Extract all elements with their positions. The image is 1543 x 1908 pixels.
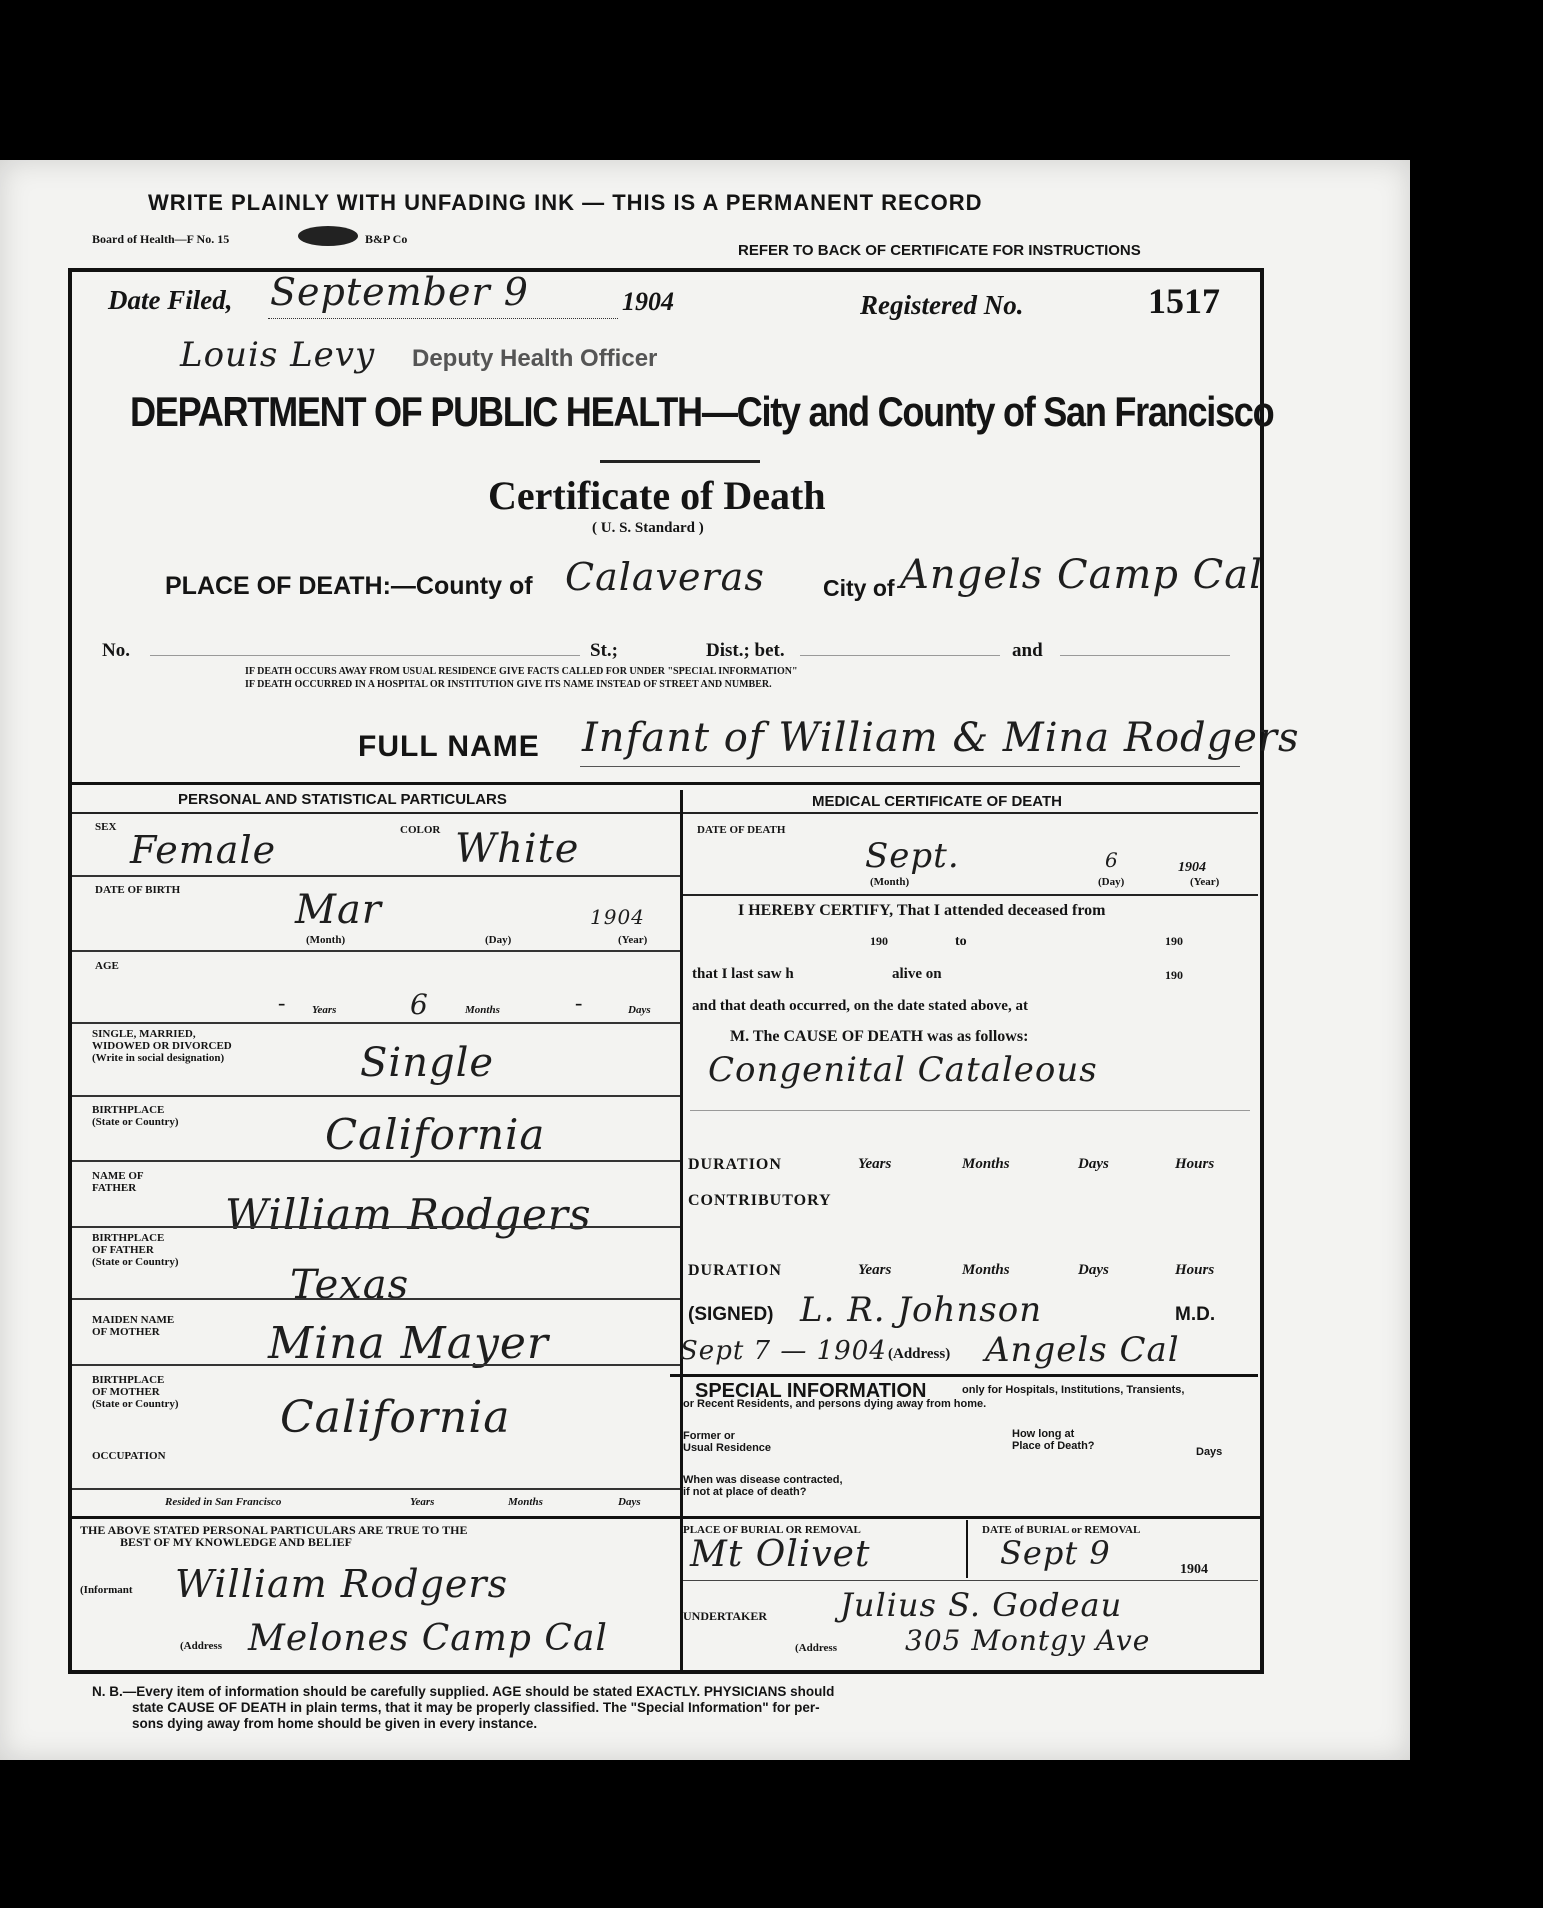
age-days-label: Days [628,1004,651,1016]
place-of-death-label: PLACE OF DEATH:—County of [165,572,533,600]
age-months-label: Months [465,1004,500,1016]
attended-to-label: to [955,934,967,949]
birthplace-label-2: (State or Country) [92,1116,179,1128]
medical-heading: MEDICAL CERTIFICATE OF DEATH [812,793,1062,810]
duration-label: DURATION [688,1156,782,1173]
attended-from-year: 190 [870,934,888,948]
age-months: 6 [410,988,429,1021]
birthplace-value: California [325,1110,546,1159]
death-month: Sept. [865,836,960,876]
dob-month: Mar [295,887,382,933]
informant-statement-1: THE ABOVE STATED PERSONAL PARTICULARS ARE TRUE TO THE [80,1523,468,1537]
mother-bp-label-1: BIRTHPLACE [92,1374,165,1386]
street-no-label: No. [102,640,130,661]
city-value: Angels Camp Cal [900,552,1263,598]
duration-label-2: DURATION [688,1262,782,1279]
burial-year: 1904 [1180,1562,1208,1577]
footer-note [92,1684,834,1732]
refer-instructions: REFER TO BACK OF CERTIFICATE FOR INSTRUCTIONS [738,242,1141,259]
mother-label-1: MAIDEN NAME [92,1314,175,1326]
alive-on-label: alive on [892,966,942,982]
contracted-label-1: When was disease contracted, [683,1474,843,1486]
marital-label-2: WIDOWED OR DIVORCED [92,1040,232,1052]
city-label: City of [823,575,895,601]
father-value: William Rodgers [225,1190,592,1239]
residence-note: IF DEATH OCCURS AWAY FROM USUAL RESIDENCE GIVE FACTS CALLED FOR UNDER "SPECIAL INFORMATION" [245,666,798,677]
father-bp-label-1: BIRTHPLACE [92,1232,165,1244]
signed-label: (SIGNED) [688,1304,774,1325]
physician-signature: L. R. Johnson [800,1290,1043,1330]
age-days: - [575,990,583,1015]
dob-day-label: (Day) [485,934,512,946]
dob-month-label: (Month) [306,934,346,946]
sex-value: Female [130,828,277,872]
former-residence-label-1: Former or [683,1430,735,1442]
footer-line-1: N. B.—Every item of information should be carefully supplied. AGE should be stated EXACTLY. PHYSICIANS should [92,1684,835,1699]
age-years-label: Years [312,1004,337,1016]
physician-address-label: (Address) [888,1346,951,1362]
death-month-label: (Month) [870,876,910,888]
printer-logo [298,226,358,246]
death-year: 1904 [1178,860,1206,875]
marital-value: Single [360,1040,495,1086]
age-label: AGE [95,960,119,972]
sex-label: SEX [95,821,117,833]
md-label: M.D. [1175,1304,1216,1325]
undertaker-name: Julius S. Godeau [840,1586,1123,1624]
duration-years: Years [858,1156,892,1172]
marital-label-3: (Write in social designation) [92,1052,225,1064]
duration-years-2: Years [858,1262,892,1278]
undertaker-address-label: (Address [795,1642,837,1654]
burial-place: Mt Olivet [690,1534,871,1575]
marital-label-1: SINGLE, MARRIED, [92,1028,196,1040]
dob-year-label: (Year) [618,934,648,946]
mother-bp-label-3: (State or Country) [92,1398,179,1410]
date-filed-value: September 9 [270,270,529,314]
occupation-label: OCCUPATION [92,1450,166,1462]
duration-days: Days [1078,1156,1109,1172]
dob-label: DATE OF BIRTH [95,884,181,896]
board-form: Board of Health—F No. 15 [92,232,230,246]
mother-value: Mina Mayer [268,1318,549,1369]
resided-months: Months [508,1496,543,1508]
burial-date-label: DATE of BURIAL or REMOVAL [982,1524,1141,1536]
resided-days: Days [618,1496,641,1508]
informant-statement-2: BEST OF MY KNOWLEDGE AND BELIEF [120,1535,352,1549]
color-value: White [455,826,580,872]
death-day-label: (Day) [1098,876,1125,888]
death-day: 6 [1105,848,1119,872]
certify-text: I HEREBY CERTIFY, That I attended deceased from [738,902,1106,919]
banner-text: WRITE PLAINLY WITH UNFADING INK — THIS IS A PERMANENT RECORD [148,190,983,215]
county-value: Calaveras [565,555,765,599]
duration-hours-2: Hours [1175,1262,1215,1278]
standard-label: ( U. S. Standard ) [592,520,704,536]
undertaker-address: 305 Montgy Ave [905,1624,1151,1657]
undertaker-label: UNDERTAKER [683,1609,768,1623]
special-note-2: or Recent Residents, and persons dying away from home. [683,1398,987,1410]
age-years: - [278,990,286,1015]
birthplace-label-1: BIRTHPLACE [92,1104,165,1116]
printer-name: B&P Co [365,232,408,246]
footer-line-3: sons dying away from home should be given in every instance. [132,1716,538,1731]
death-year-label: (Year) [1190,876,1220,888]
informant-name: William Rodgers [175,1562,509,1606]
footer-line-2: state CAUSE OF DEATH in plain terms, that it may be properly classified. The "Special Information" for per- [132,1700,820,1715]
registered-number: 1517 [1148,281,1220,321]
duration-months: Months [962,1156,1010,1172]
filed-year: 1904 [622,287,674,316]
mother-label-2: OF MOTHER [92,1326,160,1338]
mother-bp-label-2: OF MOTHER [92,1386,160,1398]
burial-date: Sept 9 [1000,1534,1111,1572]
resided-years: Years [410,1496,435,1508]
death-occurred-label: and that death occurred, on the date stated above, at [692,998,1028,1014]
duration-hours: Hours [1175,1156,1215,1172]
former-residence-label-2: Usual Residence [683,1442,772,1454]
mother-bp-value: California [280,1392,511,1443]
registered-label: Registered No. [860,290,1024,320]
officer-signature: Louis Levy [180,335,376,375]
certificate-title: Certificate of Death [488,473,826,518]
cause-label: M. The CAUSE OF DEATH was as follows: [730,1028,1029,1045]
attended-to-year: 190 [1165,934,1183,948]
father-label-1: NAME OF [92,1170,144,1182]
special-note-1: only for Hospitals, Institutions, Transients, [962,1384,1185,1396]
father-bp-value: Texas [290,1262,410,1308]
duration-months-2: Months [962,1262,1010,1278]
how-long-label-2: Place of Death? [1012,1440,1095,1452]
resided-label: Resided in San Francisco [165,1496,282,1508]
cause-value: Congenital Cataleous [708,1050,1098,1090]
full-name-label: FULL NAME [358,730,540,763]
department-title: DEPARTMENT OF PUBLIC HEALTH—City and County of San Francisco [130,388,1274,435]
duration-days-2: Days [1078,1262,1109,1278]
last-saw-label: that I last saw h [692,966,794,982]
dob-year: 1904 [590,905,645,929]
hospital-note: IF DEATH OCCURRED IN A HOSPITAL OR INSTITUTION GIVE ITS NAME INSTEAD OF STREET AND NUMBER. [245,679,772,690]
father-bp-label-2: OF FATHER [92,1244,154,1256]
and-label: and [1012,640,1043,661]
date-filed-label: Date Filed, [108,285,233,315]
sign-date: Sept 7 — 1904 [680,1336,887,1366]
how-long-label-1: How long at [1012,1428,1075,1440]
informant-label: (Informant [80,1584,133,1596]
how-long-days: Days [1196,1446,1223,1458]
contributory-label: CONTRIBUTORY [688,1192,832,1209]
contracted-label-2: if not at place of death? [683,1486,807,1498]
district-label: Dist.; bet. [706,640,785,661]
physician-address: Angels Cal [985,1330,1180,1370]
burial-place-label: PLACE OF BURIAL OR REMOVAL [683,1524,861,1536]
street-label: St.; [590,640,618,661]
father-bp-label-3: (State or Country) [92,1256,179,1268]
father-label-2: FATHER [92,1182,137,1194]
officer-title: Deputy Health Officer [412,345,658,372]
informant-address: Melones Camp Cal [248,1618,608,1659]
full-name-value: Infant of William & Mina Rodgers [582,715,1300,761]
personal-heading: PERSONAL AND STATISTICAL PARTICULARS [178,791,507,808]
special-heading: SPECIAL INFORMATION [695,1380,927,1402]
color-label: COLOR [400,824,441,836]
death-date-label: DATE OF DEATH [697,824,786,836]
alive-on-year: 190 [1165,968,1183,982]
informant-address-label: (Address [180,1640,222,1652]
